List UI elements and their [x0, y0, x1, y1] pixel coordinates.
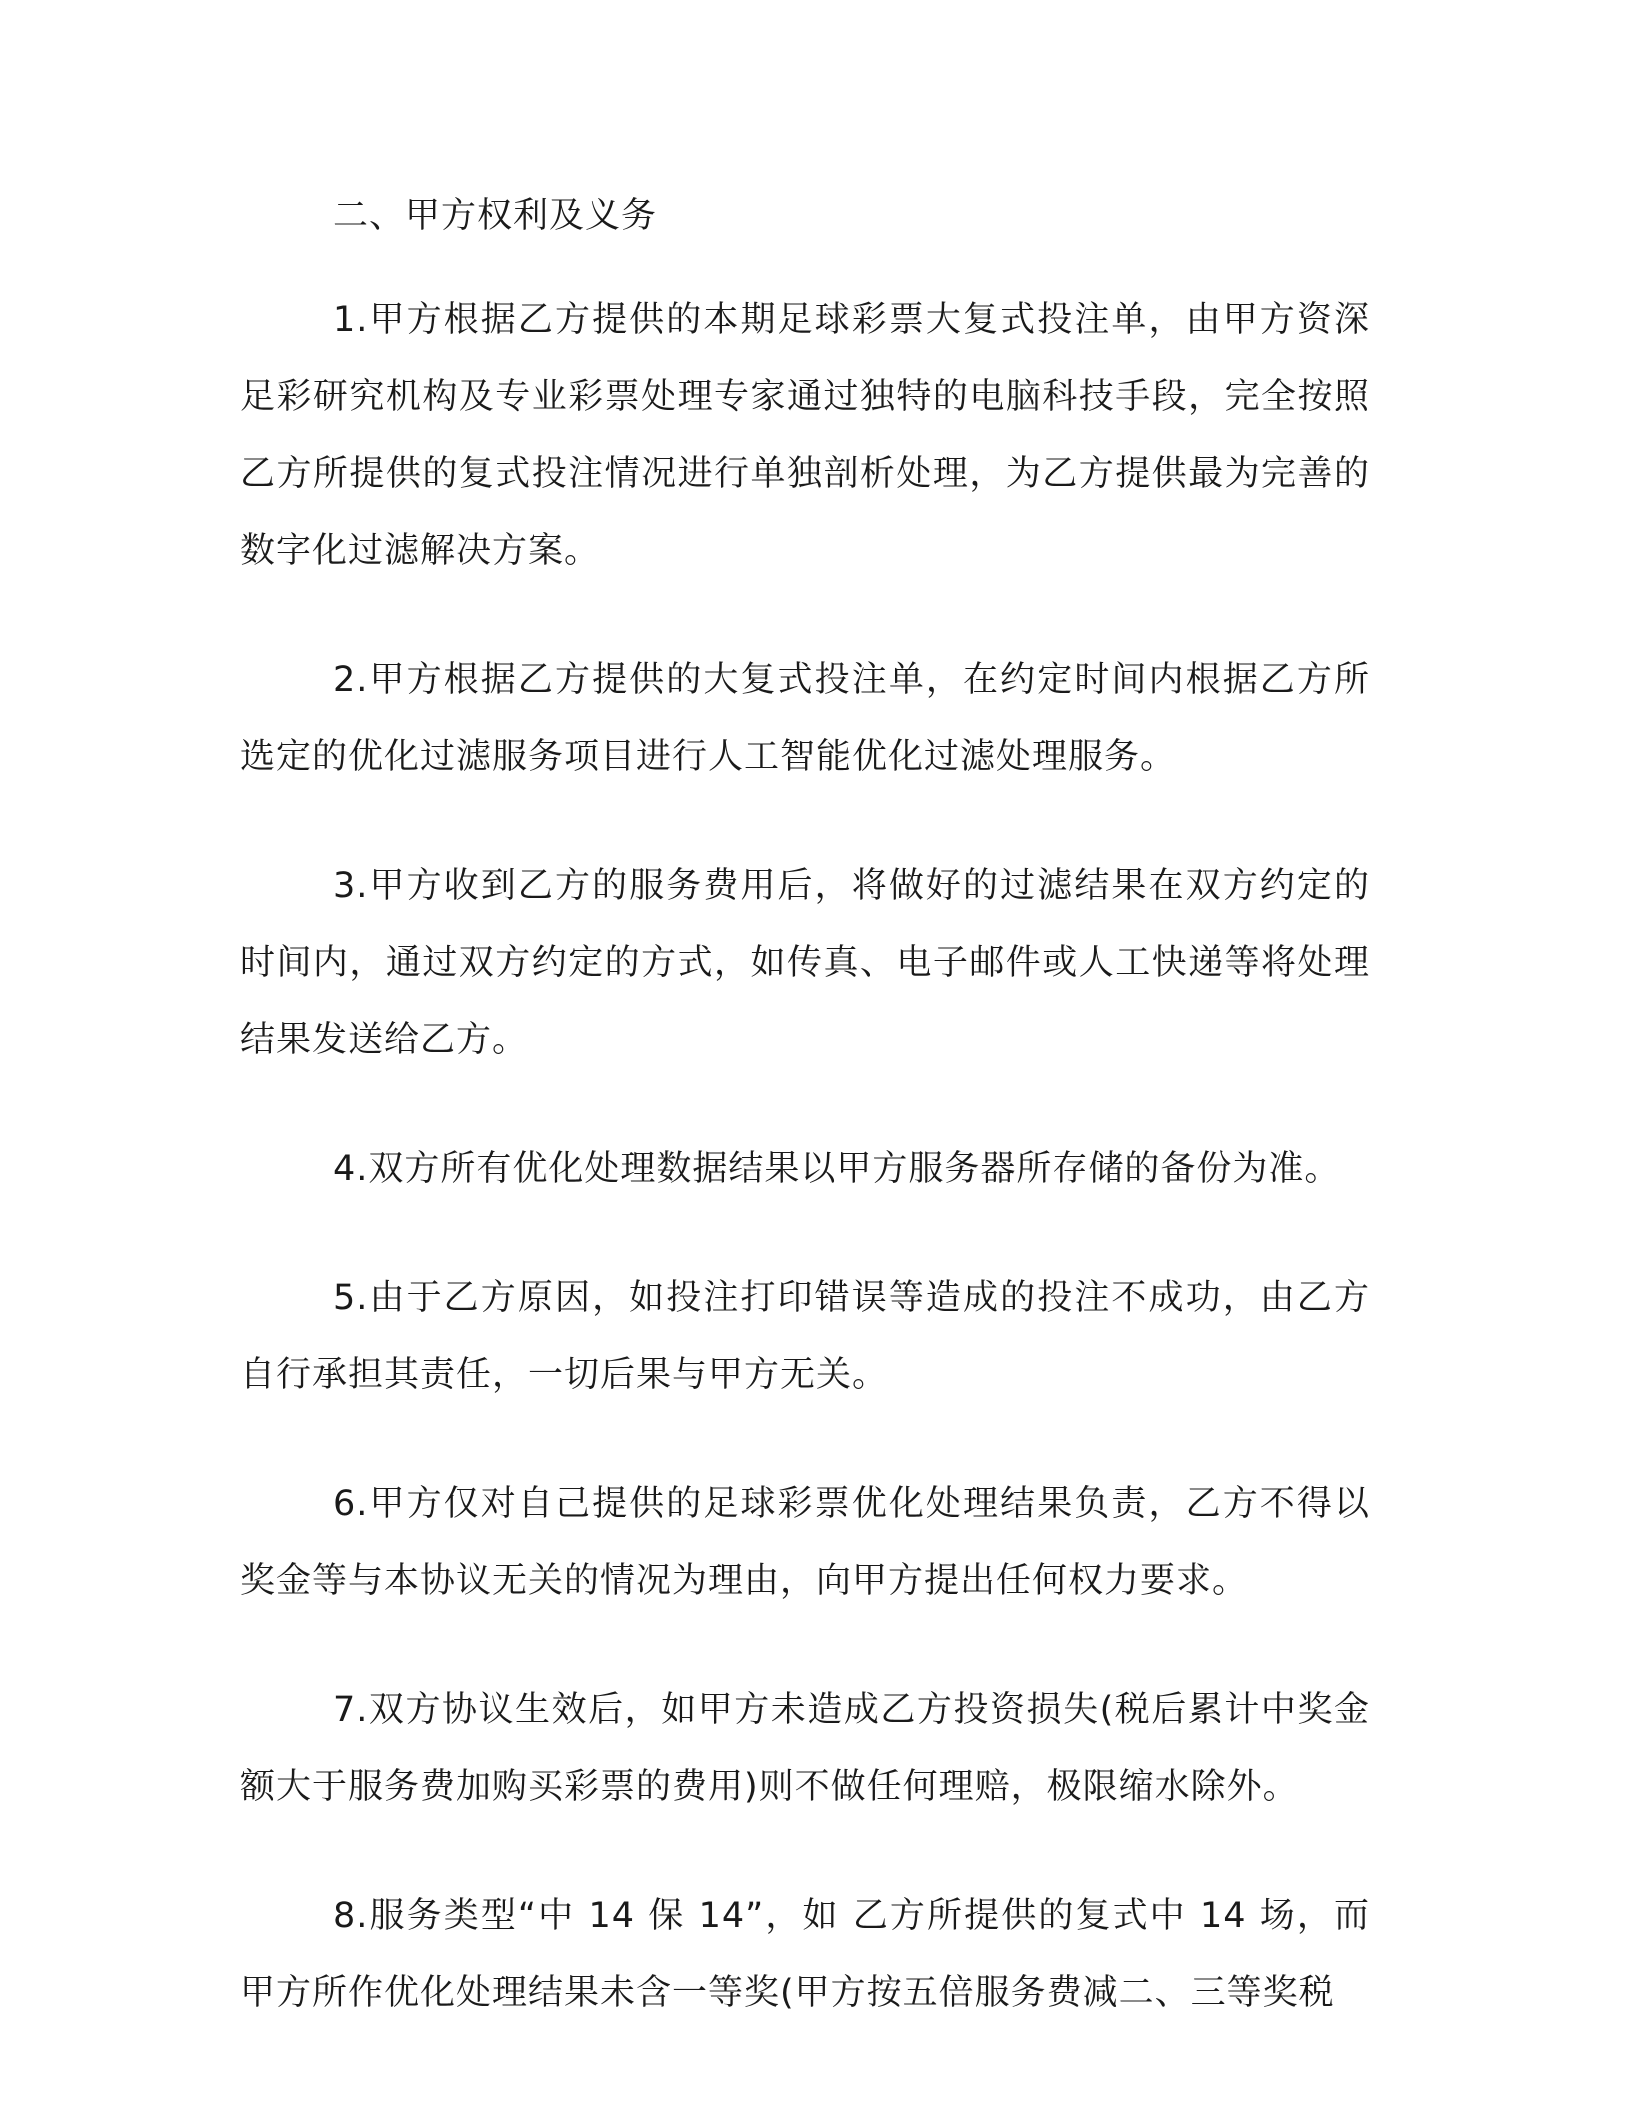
clause-6: 6.甲方仅对自己提供的足球彩票优化处理结果负责，乙方不得以奖金等与本协议无关的情况为理由，向甲方提出任何权力要求。 [240, 1484, 1370, 1601]
clause-8: 8.服务类型“中 14 保 14”，如 乙方所提供的复式中 14 场，而甲方所作优化处理结果未含一等奖(甲方按五倍服务费减二、三等奖税 [240, 1896, 1370, 2013]
clause-7: 7.双方协议生效后，如甲方未造成乙方投资损失(税后累计中奖金额大于服务费加购买彩票的费用)则不做任何理赔，极限缩水除外。 [240, 1690, 1370, 1807]
section-heading: 二、甲方权利及义务 [333, 196, 658, 236]
clause-3: 3.甲方收到乙方的服务费用后，将做好的过滤结果在双方约定的时间内，通过双方约定的方式，如传真、电子邮件或人工快递等将处理结果发送给乙方。 [240, 866, 1370, 1060]
clause-5: 5.由于乙方原因，如投注打印错误等造成的投注不成功，由乙方自行承担其责任，一切后果与甲方无关。 [240, 1278, 1370, 1395]
document-body [240, 190, 1370, 2032]
clause-1: 1.甲方根据乙方提供的本期足球彩票大复式投注单，由甲方资深足彩研究机构及专业彩票处理专家通过独特的电脑科技手段，完全按照乙方所提供的复式投注情况进行单独剖析处理，为乙方提供最为完善的数字化过滤解决方案。 [240, 300, 1370, 571]
clause-4: 4.双方所有优化处理数据结果以甲方服务器所存储的备份为准。 [333, 1149, 1341, 1189]
clause-2: 2.甲方根据乙方提供的大复式投注单，在约定时间内根据乙方所选定的优化过滤服务项目进行人工智能优化过滤处理服务。 [240, 660, 1370, 777]
